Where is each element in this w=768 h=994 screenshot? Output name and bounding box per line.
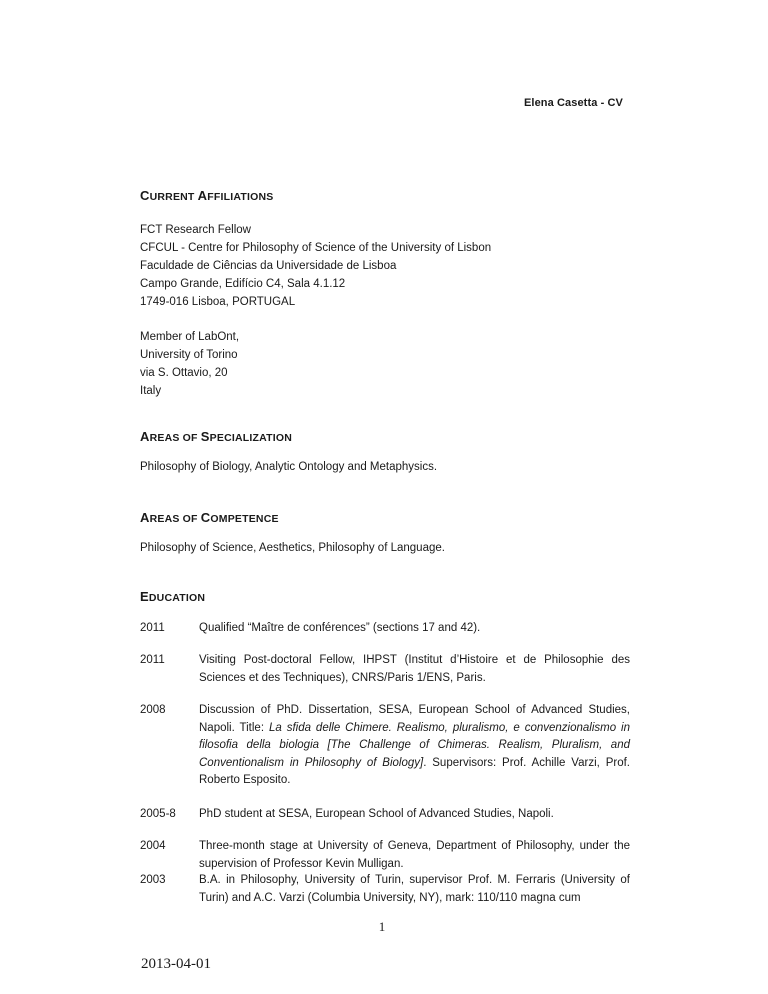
page-number: 1 <box>378 919 386 934</box>
affiliation-block-torino <box>140 328 239 400</box>
affiliation-line: Member of LabOnt, <box>140 331 240 343</box>
education-year: 2005-8 <box>140 808 176 820</box>
section-title-competence: AREAS OF COMPETENCE <box>140 510 279 525</box>
education-year: 2011 <box>140 622 165 634</box>
education-text: B.A. in Philosophy, University of Turin, supervisor Prof. M. Ferraris (University of Turin) and A.C. Varzi (Columbia University, NY), mark: 110/110 magna cum <box>199 874 630 904</box>
affiliation-block-lisbon <box>140 221 491 311</box>
education-year: 2008 <box>140 704 166 716</box>
section-title-affiliations: CURRENT AFFILIATIONS <box>140 188 274 203</box>
document-header: Elena Casetta - CV <box>523 97 623 109</box>
affiliation-line: CFCUL - Centre for Philosophy of Science of the University of Lisbon <box>140 242 492 254</box>
footer-date: 2013-04-01 <box>141 956 211 972</box>
affiliation-line: FCT Research Fellow <box>140 224 251 236</box>
affiliation-line: Italy <box>140 385 162 397</box>
affiliation-line: via S. Ottavio, 20 <box>140 367 228 379</box>
competence-text: Philosophy of Science, Aesthetics, Philosophy of Language. <box>140 542 445 554</box>
education-text: Visiting Post-doctoral Fellow, IHPST (Institut d’Histoire et de Philosophie des Sciences et des Techniques), CNRS/Paris 1/ENS, Paris. <box>199 654 630 684</box>
education-year: 2004 <box>140 840 166 852</box>
specialization-text: Philosophy of Biology, Analytic Ontology and Metaphysics. <box>140 461 438 473</box>
dissertation-title: La sfida delle Chimere. Realismo, pluralismo, e convenzionalismo in filosofia della biologia [The Challenge of Chimeras. Realism, Pluralism, and Conventionalism in Philosophy of Biology] <box>199 721 630 769</box>
education-year: 2011 <box>140 654 165 666</box>
affiliation-line: 1749-016 Lisboa, PORTUGAL <box>140 296 296 308</box>
education-text: PhD student at SESA, European School of Advanced Studies, Napoli. <box>199 808 554 820</box>
affiliation-line: Campo Grande, Edifício C4, Sala 4.1.12 <box>140 278 346 290</box>
education-text: Discussion of PhD. Dissertation, SESA, European School of Advanced Studies, Napoli. Title: La sfida delle Chimere. Realismo, pluralismo, e convenzionalismo in filosofia della biologia [The Challenge of Chimeras. Realism, Pluralism, and Conventionalism in Philosophy of Biology]. Supervisors: Prof. Achille Varzi, Prof. Roberto Esposito. <box>199 704 630 786</box>
affiliation-line: Faculdade de Ciências da Universidade de Lisboa <box>140 260 397 272</box>
affiliation-line: University of Torino <box>140 349 238 361</box>
education-year: 2003 <box>140 874 166 886</box>
education-text: Qualified “Maître de conférences” (sections 17 and 42). <box>199 622 481 634</box>
section-title-specialization: AREAS OF SPECIALIZATION <box>140 429 292 444</box>
section-title-education: EDUCATION <box>140 589 206 604</box>
education-text: Three-month stage at University of Geneva, Department of Philosophy, under the supervision of Professor Kevin Mulligan. <box>199 840 630 870</box>
